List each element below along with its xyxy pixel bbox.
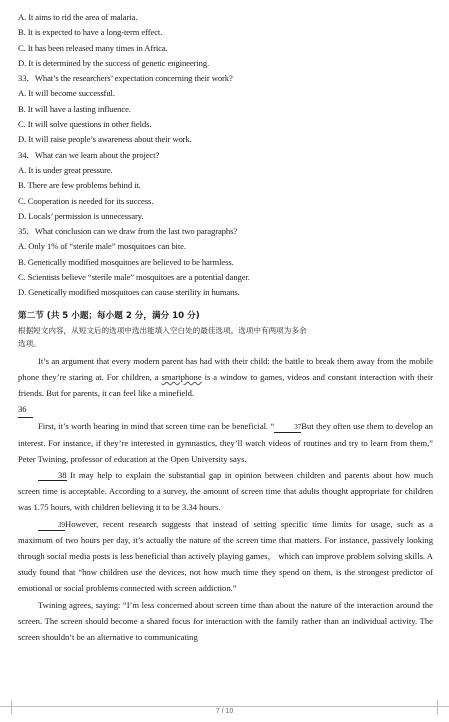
question-34 <box>18 148 433 224</box>
reading-passage <box>18 353 433 646</box>
blank-38[interactable]: 38 <box>38 470 67 481</box>
section-instructions-cont: 选项。 <box>18 338 41 348</box>
option-b: B. It is expected to have a long-term effect. <box>18 27 163 38</box>
option-a: A. It is under great pressure. <box>18 164 113 175</box>
option-d: D. Locals’ permission is unnecessary. <box>18 210 144 221</box>
blank-36[interactable]: 36 <box>18 401 33 418</box>
option-c: C. It will solve questions in other fields. <box>18 119 152 130</box>
blank-39[interactable]: 39 <box>38 520 65 531</box>
paragraph-blank-36 <box>18 401 433 418</box>
question-text: 33．What’s the researchers’ expectation concerning their work? <box>18 73 233 84</box>
option-b: B. It will have a lasting influence. <box>18 103 131 114</box>
page-footer <box>0 706 449 722</box>
paragraph-5: Twining agrees, saying: “I’m less concerned about screen time than about the nature of the interaction around the screen. The screen should become a shared focus for interaction with the family rather than an individual activity. The screen shouldn’t be an alternative to communicating <box>18 599 433 643</box>
section-instructions: 根据短文内容，从短文后的选项中选出能填入空白处的最佳选项。选项中有两项为多余 <box>18 325 307 335</box>
paragraph-3: 38 It may help to explain the substantial gap in opinion between children and parents about how much screen time is acceptable. According to a survey, the amount of screen time that adults thought appropriate for children was 1.75 hours, with children believing it to be 3.34 hours. <box>18 470 433 513</box>
question-text: 34．What can we learn about the project? <box>18 149 160 160</box>
option-b: B. Genetically modified mosquitoes are believed to be harmless. <box>18 256 234 267</box>
option-b: B. There are few problems behind it. <box>18 180 141 191</box>
option-d: D. It is determined by the success of genetic engineering. <box>18 57 210 68</box>
page-number: 7 / 10 <box>215 708 234 715</box>
footer-divider <box>0 706 449 707</box>
section-title: 第二节 (共 5 小题；每小题 2 分，满分 10 分) <box>18 310 200 321</box>
option-c: C. Scientists believe “sterile male” mosquitoes are a potential danger. <box>18 272 250 283</box>
option-a: A. Only 1% of “sterile male” mosquitoes can bite. <box>18 241 186 252</box>
paragraph-1: It’s an argument that every modern parent has had with their child: the battle to break them away from the mobile phone they’re staring at. For children, a smartphone is a window to games, videos and constant interaction with their friends. But for parents, it can feel like a minefield. <box>18 355 434 399</box>
option-a: A. It will become successful. <box>18 88 115 99</box>
option-d: D. It will raise people’s awareness about their work. <box>18 134 192 145</box>
paragraph-2: First, it’s worth bearing in mind that screen time can be beneficial. “ 37But they often use them to develop an interest. For instance, if they’re interested in gymnastics, they’ll watch videos of routines and try to learn from them,” Peter Twining, professor of education at the Open University says. <box>18 421 433 464</box>
option-a: A. It aims to rid the area of malaria. <box>18 12 138 22</box>
option-c: C. Cooperation is needed for its success. <box>18 195 154 206</box>
question-35 <box>18 224 433 300</box>
option-d: D. Genetically modified mosquitoes can cause sterility in humans. <box>18 287 240 298</box>
question-text: 35．What conclusion can we draw from the last two paragraphs? <box>18 226 238 237</box>
underlined-word: smartphone <box>161 371 202 382</box>
blank-37[interactable]: 37 <box>274 422 301 433</box>
question-33 <box>18 71 433 147</box>
paragraph-4: 39However, recent research suggests that instead of setting specific time limits for usage, such as a maximum of two hours per day, it’s actually the nature of the screen time that matters. For instance, passively looking through social media posts is less beneficial than actively playing games， which can improve problem solving skills. A study found that “how children use the devices, not how much time they spend on them, is the strongest predictor of emotional or social problems connected with screen addiction.” <box>18 518 433 594</box>
question-32-options <box>18 10 433 71</box>
option-c: C. It has been released many times in Africa. <box>18 42 168 53</box>
